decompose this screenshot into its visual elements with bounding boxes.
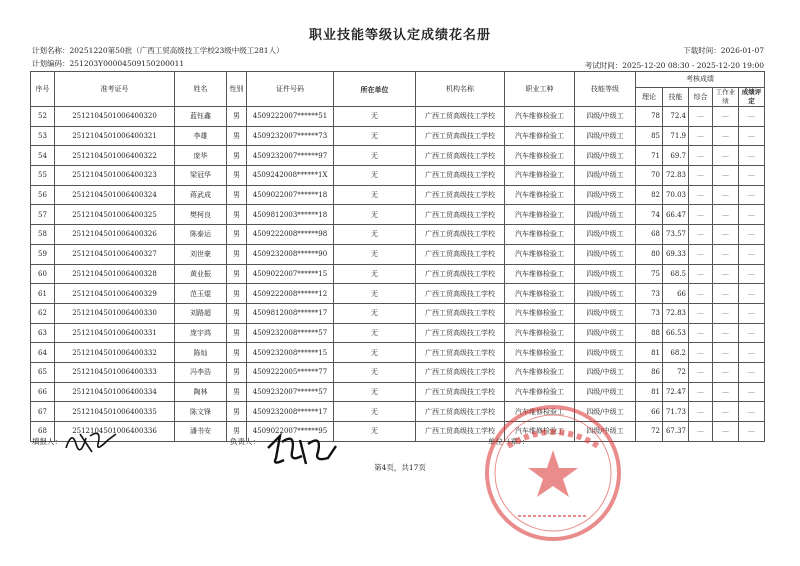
header-seq: 序号: [31, 72, 55, 107]
cell-seq: 62: [31, 303, 55, 323]
cell-level: 四级/中级工: [575, 146, 636, 166]
table-row: [31, 362, 765, 382]
cell-overall: —: [689, 284, 713, 304]
cell-id: 4509232008******17: [247, 402, 334, 422]
cell-name: 陈灿: [175, 343, 227, 363]
cell-name: 蒋武成: [175, 185, 227, 205]
cell-level: 四级/中级工: [575, 225, 636, 245]
cell-seq: 55: [31, 166, 55, 186]
cell-theory: 73: [636, 284, 663, 304]
cell-level: 四级/中级工: [575, 323, 636, 343]
cell-seq: 59: [31, 244, 55, 264]
cell-unit: 无: [334, 244, 416, 264]
cell-theory: 74: [636, 205, 663, 225]
cell-theory: 80: [636, 244, 663, 264]
cell-theory: 68: [636, 225, 663, 245]
header-work: 工作业绩: [713, 88, 739, 107]
cell-id: 4509022007******15: [247, 264, 334, 284]
cell-name: 黄业振: [175, 264, 227, 284]
cell-name: 樊柯良: [175, 205, 227, 225]
cell-work: —: [713, 146, 739, 166]
cell-seq: 65: [31, 362, 55, 382]
cell-grade: —: [739, 126, 765, 146]
cell-theory: 81: [636, 343, 663, 363]
cell-id: 4509232008******57: [247, 323, 334, 343]
cell-ticket: 2512104501006400322: [55, 146, 175, 166]
cell-level: 四级/中级工: [575, 284, 636, 304]
cell-seq: 66: [31, 382, 55, 402]
cell-name: 李雄: [175, 126, 227, 146]
responsible-label: 负责人：: [230, 437, 260, 446]
cell-grade: —: [739, 303, 765, 323]
cell-seq: 57: [31, 205, 55, 225]
header-name: 姓名: [175, 72, 227, 107]
cell-level: 四级/中级工: [575, 185, 636, 205]
header-overall: 综合: [689, 88, 713, 107]
cell-level: 四级/中级工: [575, 343, 636, 363]
cell-trade: 汽车维修检验工: [505, 244, 575, 264]
cell-id: 4509232007******97: [247, 146, 334, 166]
cell-gender: 男: [227, 107, 247, 127]
cell-name: 冯李浩: [175, 362, 227, 382]
cell-overall: —: [689, 323, 713, 343]
cell-work: —: [713, 402, 739, 422]
cell-seq: 61: [31, 284, 55, 304]
cell-grade: —: [739, 422, 765, 442]
cell-skill: 68.2: [663, 343, 689, 363]
cell-unit: 无: [334, 264, 416, 284]
cell-level: 四级/中级工: [575, 303, 636, 323]
cell-org: 广西工贸高级技工学校: [416, 264, 505, 284]
table-row: [31, 422, 765, 442]
cell-ticket: 2512104501006400331: [55, 323, 175, 343]
table-row: [31, 146, 765, 166]
cell-overall: —: [689, 382, 713, 402]
cell-name: 梁冠华: [175, 166, 227, 186]
cell-seq: 63: [31, 323, 55, 343]
cell-gender: 男: [227, 362, 247, 382]
cell-trade: 汽车维修检验工: [505, 422, 575, 442]
cell-ticket: 2512104501006400332: [55, 343, 175, 363]
cell-id: 4509022007******95: [247, 422, 334, 442]
cell-ticket: 2512104501006400330: [55, 303, 175, 323]
cell-trade: 汽车维修检验工: [505, 362, 575, 382]
table-row: [31, 166, 765, 186]
table-row: [31, 126, 765, 146]
header-theory: 理论: [636, 88, 663, 107]
cell-seq: 68: [31, 422, 55, 442]
cell-gender: 男: [227, 126, 247, 146]
cell-skill: 66.47: [663, 205, 689, 225]
cell-gender: 男: [227, 382, 247, 402]
filled-by-label: 填报人：: [32, 437, 62, 446]
cell-unit: 无: [334, 303, 416, 323]
cell-level: 四级/中级工: [575, 264, 636, 284]
cell-org: 广西工贸高级技工学校: [416, 323, 505, 343]
cell-work: —: [713, 107, 739, 127]
cell-id: 4509232008******15: [247, 343, 334, 363]
cell-skill: 72: [663, 362, 689, 382]
cell-unit: 无: [334, 166, 416, 186]
cell-name: 陈文锋: [175, 402, 227, 422]
cell-theory: 78: [636, 107, 663, 127]
cell-overall: —: [689, 225, 713, 245]
cell-gender: 男: [227, 422, 247, 442]
cell-unit: 无: [334, 146, 416, 166]
cell-skill: 72.4: [663, 107, 689, 127]
header-level: 技能等级: [575, 72, 636, 107]
cell-org: 广西工贸高级技工学校: [416, 382, 505, 402]
cell-level: 四级/中级工: [575, 126, 636, 146]
plan-code: 计划编码：251203Y00004509150200011: [32, 59, 185, 68]
cell-skill: 71.9: [663, 126, 689, 146]
cell-name: 庞宇鸿: [175, 323, 227, 343]
cell-name: 蓝钰鑫: [175, 107, 227, 127]
cell-work: —: [713, 166, 739, 186]
cell-overall: —: [689, 244, 713, 264]
cell-ticket: 2512104501006400335: [55, 402, 175, 422]
cell-id: 4509222008******98: [247, 225, 334, 245]
cell-grade: —: [739, 146, 765, 166]
table-row: [31, 323, 765, 343]
header-org: 机构名称: [416, 72, 505, 107]
cell-trade: 汽车维修检验工: [505, 284, 575, 304]
cell-gender: 男: [227, 323, 247, 343]
cell-theory: 73: [636, 303, 663, 323]
cell-grade: —: [739, 185, 765, 205]
cell-ticket: 2512104501006400336: [55, 422, 175, 442]
cell-unit: 无: [334, 343, 416, 363]
table-row: [31, 107, 765, 127]
table-row: [31, 264, 765, 284]
cell-id: 4509222005******77: [247, 362, 334, 382]
cell-overall: —: [689, 422, 713, 442]
cell-trade: 汽车维修检验工: [505, 402, 575, 422]
cell-grade: —: [739, 225, 765, 245]
cell-grade: —: [739, 382, 765, 402]
cell-level: 四级/中级工: [575, 402, 636, 422]
cell-level: 四级/中级工: [575, 382, 636, 402]
cell-gender: 男: [227, 343, 247, 363]
cell-grade: —: [739, 264, 765, 284]
cell-grade: —: [739, 205, 765, 225]
cell-skill: 66: [663, 284, 689, 304]
cell-seq: 67: [31, 402, 55, 422]
cell-org: 广西工贸高级技工学校: [416, 205, 505, 225]
cell-unit: 无: [334, 382, 416, 402]
cell-theory: 75: [636, 264, 663, 284]
cell-skill: 71.73: [663, 402, 689, 422]
cell-theory: 88: [636, 323, 663, 343]
cell-trade: 汽车维修检验工: [505, 146, 575, 166]
cell-overall: —: [689, 185, 713, 205]
cell-name: 刘路超: [175, 303, 227, 323]
cell-skill: 68.5: [663, 264, 689, 284]
cell-skill: 69.33: [663, 244, 689, 264]
cell-seq: 56: [31, 185, 55, 205]
cell-org: 广西工贸高级技工学校: [416, 422, 505, 442]
cell-seq: 64: [31, 343, 55, 363]
cell-org: 广西工贸高级技工学校: [416, 284, 505, 304]
cell-level: 四级/中级工: [575, 166, 636, 186]
cell-seq: 54: [31, 146, 55, 166]
cell-gender: 男: [227, 244, 247, 264]
cell-level: 四级/中级工: [575, 205, 636, 225]
cell-theory: 66: [636, 402, 663, 422]
score-table: [30, 71, 765, 442]
cell-trade: 汽车维修检验工: [505, 225, 575, 245]
cell-trade: 汽车维修检验工: [505, 343, 575, 363]
cell-id: 4509222007******51: [247, 107, 334, 127]
cell-theory: 70: [636, 166, 663, 186]
cell-theory: 72: [636, 422, 663, 442]
cell-work: —: [713, 205, 739, 225]
table-row: [31, 225, 765, 245]
cell-overall: —: [689, 205, 713, 225]
cell-level: 四级/中级工: [575, 422, 636, 442]
cell-unit: 无: [334, 107, 416, 127]
cell-ticket: 2512104501006400334: [55, 382, 175, 402]
cell-gender: 男: [227, 225, 247, 245]
cell-work: —: [713, 225, 739, 245]
unit-seal-label: 单位（章）：: [488, 437, 530, 446]
cell-skill: 73.57: [663, 225, 689, 245]
cell-name: 陈泰运: [175, 225, 227, 245]
cell-unit: 无: [334, 362, 416, 382]
cell-overall: —: [689, 166, 713, 186]
header-grade: 成绩评定: [739, 88, 765, 107]
cell-theory: 81: [636, 382, 663, 402]
cell-trade: 汽车维修检验工: [505, 303, 575, 323]
cell-skill: 66.53: [663, 323, 689, 343]
cell-name: 刘世豪: [175, 244, 227, 264]
cell-work: —: [713, 126, 739, 146]
cell-id: 4509232007******73: [247, 126, 334, 146]
cell-grade: —: [739, 402, 765, 422]
cell-level: 四级/中级工: [575, 107, 636, 127]
cell-work: —: [713, 323, 739, 343]
cell-ticket: 2512104501006400324: [55, 185, 175, 205]
cell-trade: 汽车维修检验工: [505, 185, 575, 205]
cell-ticket: 2512104501006400329: [55, 284, 175, 304]
cell-skill: 69.7: [663, 146, 689, 166]
cell-grade: —: [739, 323, 765, 343]
cell-org: 广西工贸高级技工学校: [416, 303, 505, 323]
cell-id: 4509022007******18: [247, 185, 334, 205]
table-row: [31, 303, 765, 323]
cell-org: 广西工贸高级技工学校: [416, 185, 505, 205]
cell-work: —: [713, 264, 739, 284]
cell-trade: 汽车维修检验工: [505, 382, 575, 402]
cell-org: 广西工贸高级技工学校: [416, 402, 505, 422]
cell-ticket: 2512104501006400323: [55, 166, 175, 186]
header-skill: 技能: [663, 88, 689, 107]
cell-org: 广西工贸高级技工学校: [416, 343, 505, 363]
cell-ticket: 2512104501006400325: [55, 205, 175, 225]
cell-grade: —: [739, 166, 765, 186]
cell-grade: —: [739, 284, 765, 304]
cell-unit: 无: [334, 284, 416, 304]
cell-level: 四级/中级工: [575, 244, 636, 264]
cell-trade: 汽车维修检验工: [505, 205, 575, 225]
cell-gender: 男: [227, 402, 247, 422]
cell-work: —: [713, 343, 739, 363]
cell-overall: —: [689, 343, 713, 363]
filled-by-signature: [62, 426, 122, 456]
page-title: 职业技能等级认定成绩花名册: [308, 28, 491, 43]
table-row: [31, 205, 765, 225]
header-unit: 所在单位: [334, 72, 416, 107]
cell-gender: 男: [227, 303, 247, 323]
cell-theory: 71: [636, 146, 663, 166]
cell-skill: 70.03: [663, 185, 689, 205]
table-row: [31, 402, 765, 422]
cell-work: —: [713, 422, 739, 442]
cell-theory: 82: [636, 185, 663, 205]
cell-theory: 86: [636, 362, 663, 382]
table-row: [31, 382, 765, 402]
cell-ticket: 251210450100640032​0: [55, 107, 175, 127]
cell-gender: 男: [227, 264, 247, 284]
cell-skill: 72.47: [663, 382, 689, 402]
cell-ticket: 2512104501006400326: [55, 225, 175, 245]
cell-work: —: [713, 185, 739, 205]
cell-unit: 无: [334, 126, 416, 146]
cell-unit: 无: [334, 185, 416, 205]
cell-trade: 汽车维修检验工: [505, 166, 575, 186]
cell-work: —: [713, 244, 739, 264]
cell-id: 4509812008******17: [247, 303, 334, 323]
cell-trade: 汽车维修检验工: [505, 323, 575, 343]
cell-gender: 男: [227, 146, 247, 166]
cell-ticket: 2512104501006400327: [55, 244, 175, 264]
cell-overall: —: [689, 303, 713, 323]
official-seal: [478, 398, 628, 548]
table-row: [31, 343, 765, 363]
page-number: 第4页，共17页: [374, 463, 426, 472]
download-time: 下载时间：2026-01-07: [683, 46, 764, 55]
cell-org: 广西工贸高级技工学校: [416, 126, 505, 146]
cell-grade: —: [739, 244, 765, 264]
cell-gender: 男: [227, 205, 247, 225]
header-gender: 性别: [227, 72, 247, 107]
cell-ticket: 2512104501006400321: [55, 126, 175, 146]
cell-name: 潘书安: [175, 422, 227, 442]
header-assess: 考核成绩: [636, 72, 765, 88]
cell-gender: 男: [227, 284, 247, 304]
cell-grade: —: [739, 107, 765, 127]
cell-seq: 52: [31, 107, 55, 127]
cell-org: 广西工贸高级技工学校: [416, 362, 505, 382]
cell-overall: —: [689, 107, 713, 127]
header-trade: 职业工种: [505, 72, 575, 107]
cell-name: 陶林: [175, 382, 227, 402]
plan-name: 计划名称：20251220第50批（广西工贸高级技工学校23级中级工281人）: [32, 46, 284, 55]
cell-trade: 汽车维修检验工: [505, 126, 575, 146]
exam-time: 考试时间：2025-12-20 08:30 - 2025-12-20 19:00: [584, 61, 764, 70]
cell-unit: 无: [334, 402, 416, 422]
cell-ticket: 2512104501006400333: [55, 362, 175, 382]
cell-overall: —: [689, 264, 713, 284]
cell-org: 广西工贸高级技工学校: [416, 166, 505, 186]
cell-id: 4509812003******18: [247, 205, 334, 225]
cell-seq: 58: [31, 225, 55, 245]
cell-theory: 85: [636, 126, 663, 146]
cell-work: —: [713, 362, 739, 382]
cell-id: 4509222008******12: [247, 284, 334, 304]
cell-id: 4509242008******1X: [247, 166, 334, 186]
cell-gender: 男: [227, 185, 247, 205]
cell-grade: —: [739, 343, 765, 363]
cell-skill: 72.83: [663, 303, 689, 323]
cell-grade: —: [739, 362, 765, 382]
cell-gender: 男: [227, 166, 247, 186]
cell-seq: 53: [31, 126, 55, 146]
cell-overall: —: [689, 146, 713, 166]
cell-org: 广西工贸高级技工学校: [416, 146, 505, 166]
cell-unit: 无: [334, 225, 416, 245]
table-row: [31, 185, 765, 205]
cell-work: —: [713, 284, 739, 304]
cell-unit: 无: [334, 205, 416, 225]
cell-work: —: [713, 382, 739, 402]
cell-skill: 72.83: [663, 166, 689, 186]
cell-level: 四级/中级工: [575, 362, 636, 382]
cell-overall: —: [689, 362, 713, 382]
cell-unit: 无: [334, 323, 416, 343]
cell-unit: 无: [334, 422, 416, 442]
cell-name: 范玉焜: [175, 284, 227, 304]
cell-name: 庞华: [175, 146, 227, 166]
cell-org: 广西工贸高级技工学校: [416, 107, 505, 127]
cell-work: —: [713, 303, 739, 323]
cell-id: 4509232008******90: [247, 244, 334, 264]
cell-ticket: 2512104501006400328: [55, 264, 175, 284]
cell-overall: —: [689, 126, 713, 146]
cell-id: 4509232007******57: [247, 382, 334, 402]
cell-seq: 60: [31, 264, 55, 284]
cell-org: 广西工贸高级技工学校: [416, 225, 505, 245]
cell-overall: —: [689, 402, 713, 422]
cell-skill: 67.37: [663, 422, 689, 442]
header-ticket: 准考证号: [55, 72, 175, 107]
table-row: [31, 244, 765, 264]
cell-trade: 汽车维修检验工: [505, 107, 575, 127]
cell-trade: 汽车维修检验工: [505, 264, 575, 284]
table-row: [31, 284, 765, 304]
cell-org: 广西工贸高级技工学校: [416, 244, 505, 264]
header-id-number: 证件号码: [247, 72, 334, 107]
